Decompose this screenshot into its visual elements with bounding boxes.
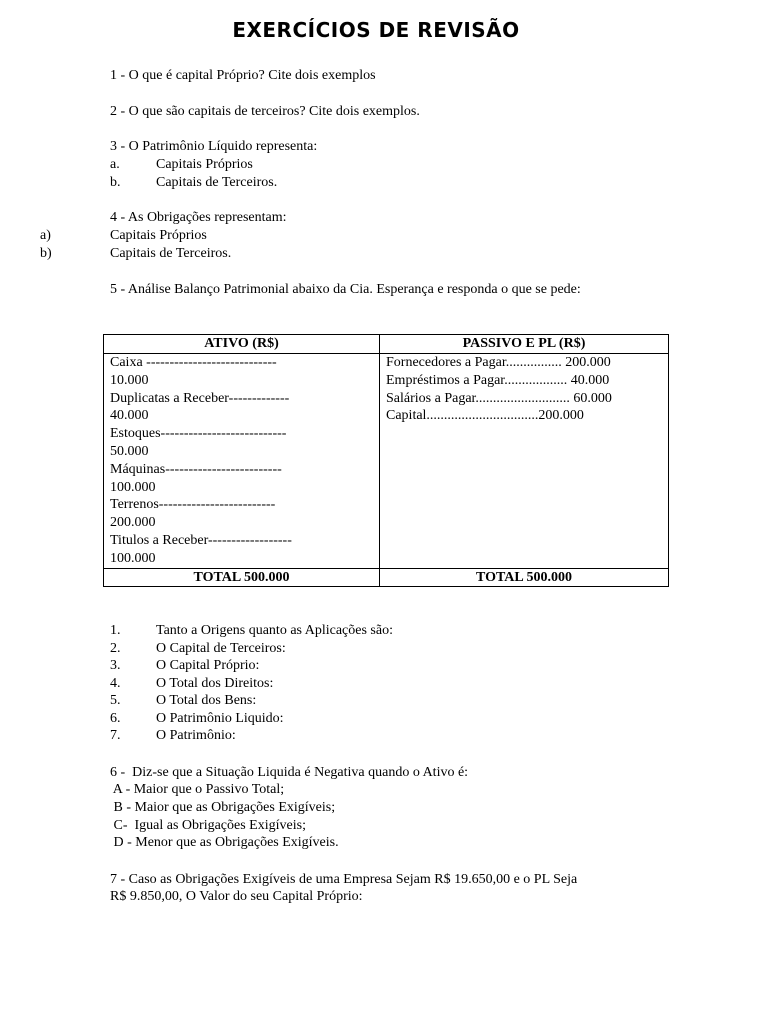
item-marker: 6. (110, 710, 121, 726)
question-1: 1 - O que é capital Próprio? Cite dois exemplos (110, 68, 376, 83)
option-text: Capitais Próprios (110, 228, 207, 243)
ativo-line: 40.000 (110, 408, 149, 424)
ativo-total: TOTAL 500.000 (104, 568, 380, 587)
item-text: O Total dos Bens: (156, 693, 257, 708)
option-marker: b. (110, 175, 121, 190)
item-text: Tanto a Origens quanto as Aplicações são: (156, 623, 393, 638)
passivo-header: PASSIVO E PL (R$) (380, 335, 669, 354)
passivo-total: TOTAL 500.000 (380, 568, 669, 587)
question-4: 4 - As Obrigações representam: (110, 210, 287, 225)
option-text: Capitais de Terceiros. (156, 175, 278, 190)
ativo-line: Caixa ---------------------------- (110, 355, 277, 370)
option-marker: a) (40, 228, 51, 243)
option-text: Capitais de Terceiros. (110, 246, 232, 261)
passivo-line: Salários a Pagar........................... 60.000 (386, 390, 612, 406)
option-marker: a. (110, 157, 120, 172)
question-2: 2 - O que são capitais de terceiros? Cite dois exemplos. (110, 104, 420, 119)
passivo-line: Empréstimos a Pagar.................. 40.000 (386, 372, 610, 388)
item-marker: 3. (110, 658, 121, 673)
ativo-line: 100.000 (110, 550, 156, 566)
passivo-line: Fornecedores a Pagar................ 200.000 (386, 355, 611, 370)
ativo-line: Estoques--------------------------- (110, 426, 287, 442)
ativo-line: 200.000 (110, 515, 156, 531)
item-marker: 1. (110, 623, 121, 638)
passivo-line: Capital................................200.000 (386, 408, 584, 424)
question-7-line-2: R$ 9.850,00, O Valor do seu Capital Próprio: (110, 889, 363, 904)
question-5: 5 - Análise Balanço Patrimonial abaixo da Cia. Esperança e responda o que se pede: (110, 282, 581, 297)
item-text: O Patrimônio: (156, 728, 236, 743)
item-text: O Patrimônio Liquido: (156, 710, 284, 726)
question-6-option-d: D - Menor que as Obrigações Exigíveis. (110, 835, 339, 850)
page-title: EXERCÍCIOS DE REVISÃO (232, 18, 520, 42)
question-6-option-a: A - Maior que o Passivo Total; (110, 782, 285, 797)
option-marker: b) (40, 246, 52, 261)
item-text: O Capital de Terceiros: (156, 640, 286, 656)
option-text: Capitais Próprios (156, 157, 253, 172)
passivo-column (380, 354, 669, 569)
item-marker: 2. (110, 640, 121, 656)
item-text: O Total dos Direitos: (156, 675, 274, 691)
ativo-line: Titulos a Receber------------------ (110, 532, 292, 548)
question-6: 6 - Diz-se que a Situação Liquida é Negativa quando o Ativo é: (110, 765, 469, 780)
item-text: O Capital Próprio: (156, 658, 260, 673)
question-7-line-1: 7 - Caso as Obrigações Exigíveis de uma Empresa Sejam R$ 19.650,00 e o PL Seja (110, 872, 578, 887)
item-marker: 4. (110, 675, 121, 691)
ativo-line: 10.000 (110, 372, 149, 388)
question-3: 3 - O Patrimônio Líquido representa: (110, 139, 318, 154)
ativo-line: Duplicatas a Receber------------- (110, 390, 290, 406)
ativo-line: Máquinas------------------------- (110, 461, 282, 477)
item-marker: 7. (110, 728, 121, 743)
question-6-option-c: C- Igual as Obrigações Exigíveis; (110, 818, 306, 833)
ativo-line: 100.000 (110, 479, 156, 495)
question-6-option-b: B - Maior que as Obrigações Exigíveis; (110, 800, 336, 815)
item-marker: 5. (110, 693, 121, 708)
ativo-header: ATIVO (R$) (104, 335, 380, 354)
ativo-line: Terrenos------------------------- (110, 497, 276, 513)
balance-sheet-table (103, 334, 669, 587)
ativo-column (104, 354, 380, 569)
ativo-line: 50.000 (110, 443, 149, 459)
